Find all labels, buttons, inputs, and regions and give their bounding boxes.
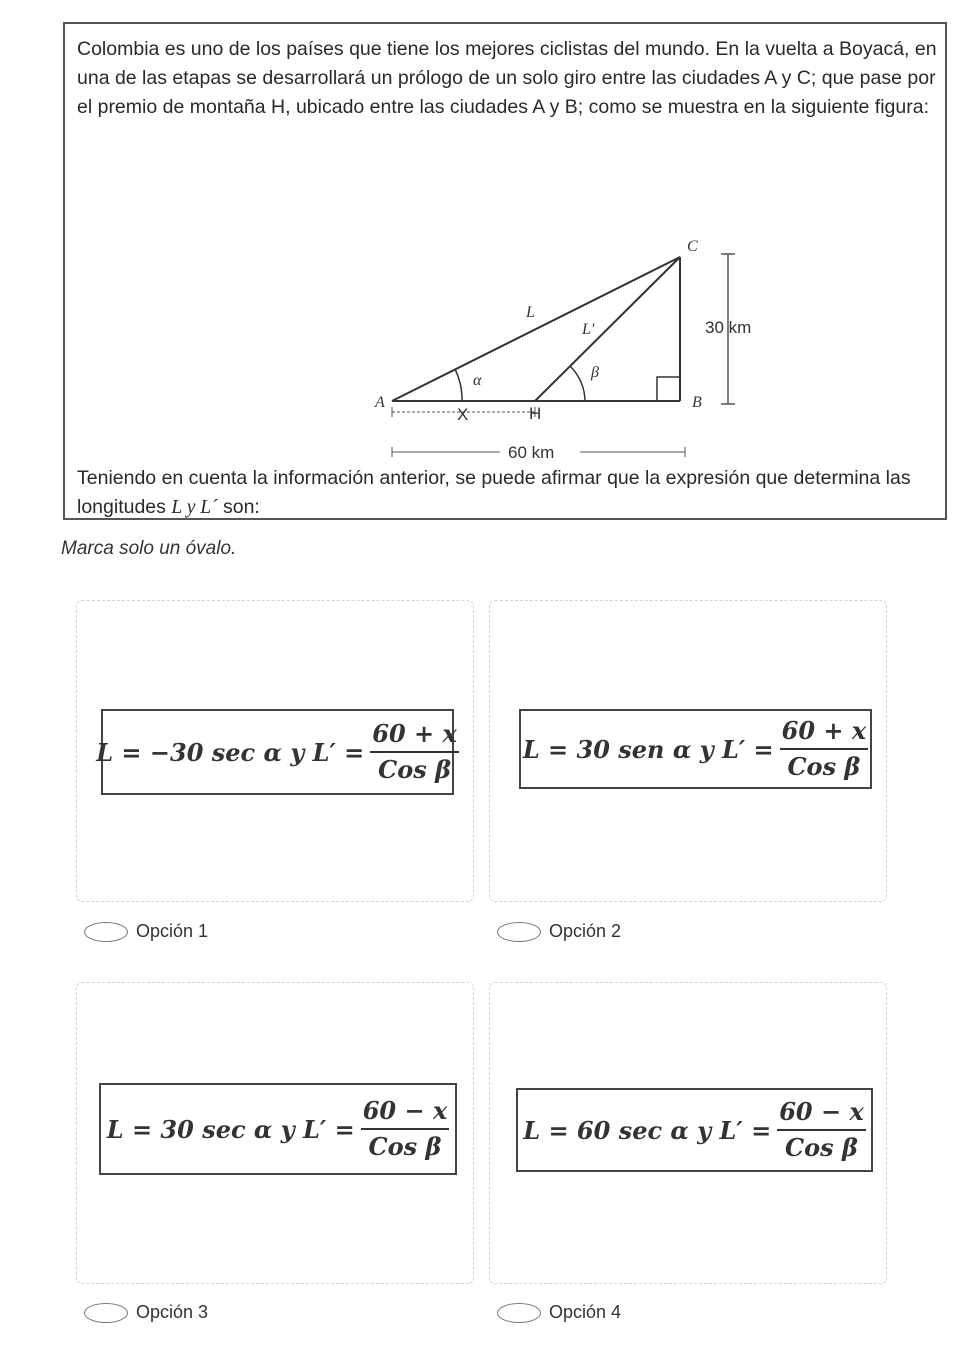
question-box [63,22,947,520]
segment-HC [535,257,680,401]
option-3-label: Opción 3 [136,1302,209,1322]
option-3-formula: L = 30 sec α y L′ = $\frac{60 - x}{\text{Cos β}}$ [99,1083,457,1175]
option-1-label: Opción 1 [136,921,209,941]
prompt-variables: L y L´ [171,497,218,518]
oval-radio[interactable] [497,922,541,942]
option-4-label: Opción 4 [549,1302,622,1322]
label-L: L [526,304,535,321]
option-3-radio[interactable] [84,1302,208,1323]
triangle-diagram [295,209,752,469]
option-2-image-card[interactable] [489,600,887,902]
label-B: B [692,394,702,411]
label-x: X [457,405,469,424]
oval-radio[interactable] [497,1303,541,1323]
label-C: C [687,238,698,255]
label-base: 60 km [508,443,555,462]
alpha-arc [455,369,462,401]
oval-radio[interactable] [84,1303,128,1323]
option-2-label: Opción 2 [549,921,622,941]
segment-AC [392,257,680,401]
label-A: A [375,394,385,411]
option-1-image-card[interactable] [76,600,474,902]
right-angle-mark [657,377,680,401]
question-text: Colombia es uno de los países que tiene los mejores ciclistas del mundo. En la vuelta a Boyacá, en una de las etapas se desarrollará un prólogo de un solo giro entre las ciudades A y C; que pase por el premio de montaña H, ubicado entre las ciudades A y B; como se muestra en la siguiente figura: [77,38,937,118]
option-4-radio[interactable] [497,1302,621,1323]
option-3-image-card[interactable] [76,982,474,1284]
option-4-formula: L = 60 sec α y L′ = $\frac{60 - x}{\text{Cos β}}$ [516,1088,873,1172]
label-alpha: α [473,372,482,389]
option-1-formula: L = −30 sec α y L′ = $\frac{60 + x}{\text{Cos β}}$ [101,709,454,795]
option-4-image-card[interactable] [489,982,887,1284]
label-height: 30 km [705,318,752,337]
label-Lprime: L' [582,321,595,338]
question-prompt: Teniendo en cuenta la información anterior, se puede afirmar que la expresión que determina las longitudes L y L´ son: [77,467,911,518]
beta-arc [570,366,585,401]
oval-radio[interactable] [84,922,128,942]
label-beta: β [591,364,599,381]
option-2-formula: L = 30 sen α y L′ = $\frac{60 + x}{\text{Cos β}}$ [519,709,872,789]
label-H: H [529,404,542,423]
option-1-radio[interactable] [84,921,208,942]
option-2-radio[interactable] [497,921,621,942]
instruction-text: Marca solo un óvalo. [61,538,237,559]
